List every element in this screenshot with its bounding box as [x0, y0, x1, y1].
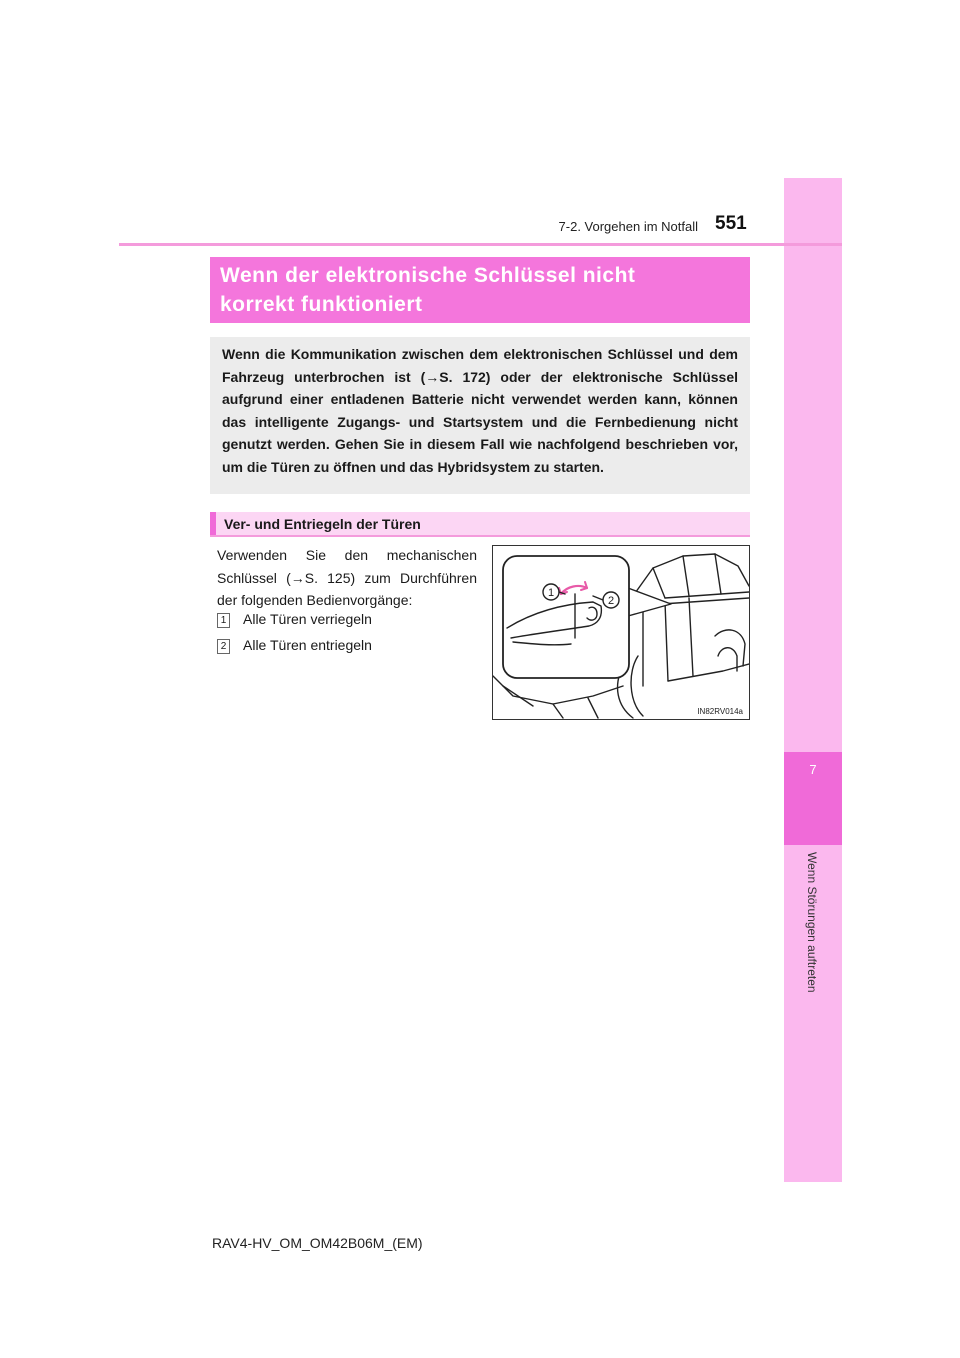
title-line-1: Wenn der elektronische Schlüssel nicht [220, 264, 636, 287]
section-title [210, 257, 750, 323]
step-2 [217, 637, 372, 654]
step-1 [217, 611, 372, 628]
step-number: 1 [217, 613, 230, 628]
section-header: 7-2. Vorgehen im Notfall [558, 219, 698, 234]
step-text: Alle Türen entriegeln [243, 637, 372, 653]
page-number: 551 [715, 213, 747, 234]
body-paragraph: Verwenden Sie den mechanischen Schlüssel (→S. 125) zum Durchführen der folgenden Bedienvorgänge: [217, 547, 477, 608]
intro-box [210, 337, 750, 494]
subheading-marker [210, 512, 216, 535]
header-rule [119, 243, 842, 246]
door-lock-illustration [492, 545, 750, 720]
step-text: Alle Türen verriegeln [243, 611, 372, 627]
step-number: 2 [217, 639, 230, 654]
intro-text: Wenn die Kommunikation zwischen dem elektronischen Schlüssel und dem Fahrzeug unterbrochen ist (→S. 172) oder der elektronische Schlüssel aufgrund einer entladenen Batterie nicht verwendet werden kann, können das intelligente Zugangs- und Startsystem und die Fernbedienung nicht genutzt werden. Gehen Sie in diesem Fall wie nachfolgend beschrieben vor, um die Türen zu öffnen und das Hybridsystem zu starten. [222, 346, 738, 475]
chapter-number: 7 [809, 762, 817, 777]
title-line-2: korrekt funktioniert [220, 293, 423, 316]
subheading [210, 512, 750, 537]
subheading-text: Ver- und Entriegeln der Türen [224, 516, 421, 532]
callout-1: 1 [547, 587, 555, 599]
figure-code: IN82RV014a [697, 707, 743, 716]
document-code: RAV4-HV_OM_OM42B06M_(EM) [212, 1235, 423, 1251]
chapter-side-tab [784, 178, 842, 1182]
callout-2: 2 [607, 595, 615, 607]
chapter-title: Wenn Störungen auftreten [805, 852, 819, 993]
car-door-drawing [493, 546, 749, 719]
